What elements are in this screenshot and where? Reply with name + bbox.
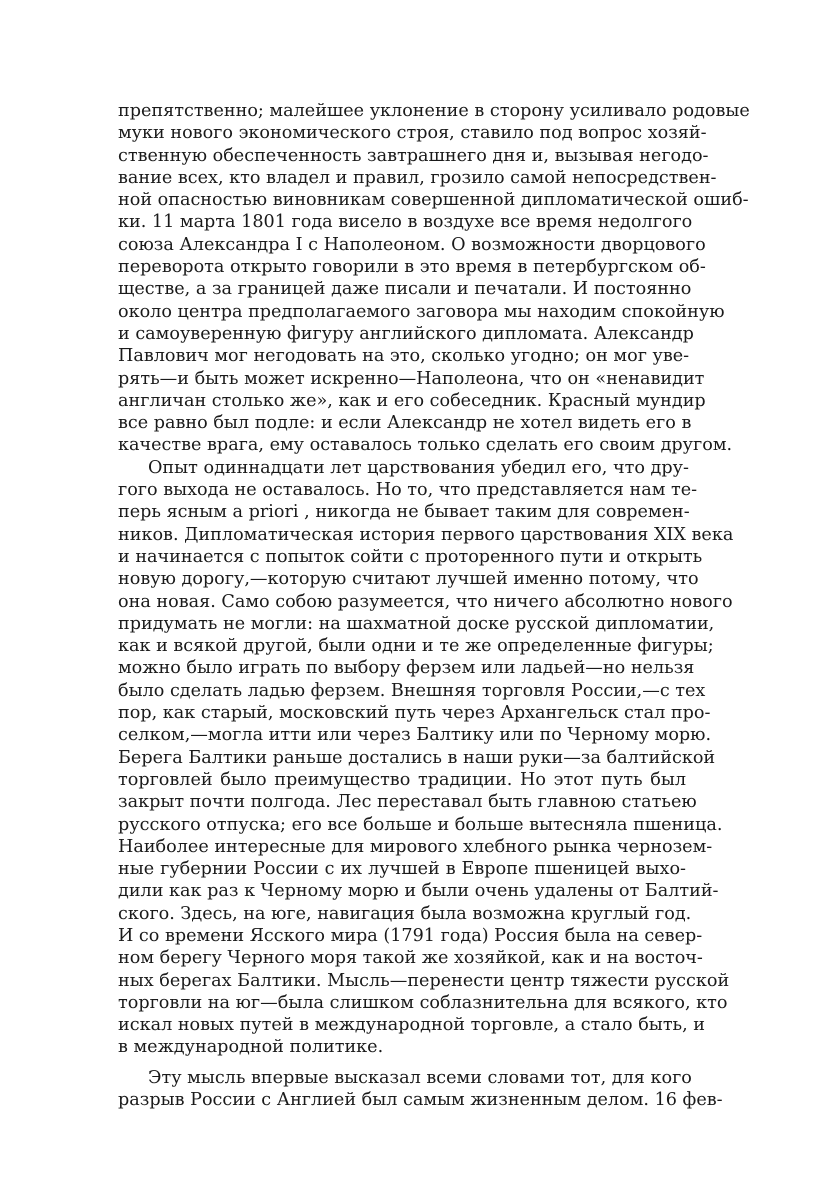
text-line: дили как раз к Черному морю и были очень удалены от Балтий- <box>118 881 719 902</box>
text-line: ников. Дипломатическая история первого царствования XIX века <box>118 524 734 545</box>
text-line: перь ясным a priori , никогда не бывает таким для современ- <box>118 502 690 523</box>
text-line: и самоуверенную фигуру английского дипломата. Александр <box>118 323 694 344</box>
text-line: ского. Здесь, на юге, навигация была возможна круглый год. <box>118 903 692 924</box>
text-line: ществе, а за границей даже писали и печатали. И постоянно <box>118 279 692 300</box>
text-line: как и всякой другой, были одни и те же определенные фигуры; <box>118 636 714 657</box>
text-line: ственную обеспеченность завтрашнего дня и, вызывая негодо- <box>118 145 709 166</box>
text-line: переворота открыто говорили в это время в петербургском об- <box>118 257 706 278</box>
text-line: разрыв России с Англией был самым жизненным делом. 16 фев- <box>118 1090 723 1111</box>
text-line: ной опасностью виновникам совершенной дипломатической ошиб- <box>118 190 749 211</box>
paragraph-gap <box>118 1059 686 1067</box>
text-line: союза Александра I с Наполеоном. О возможности дворцового <box>118 234 706 255</box>
text-line: И со времени Ясского мира (1791 года) Россия была на север- <box>118 925 703 946</box>
paragraph <box>118 1067 723 1112</box>
text-line: Павлович мог негодовать на это, сколько угодно; он мог уве- <box>118 346 690 367</box>
text-line: препятственно; малейшее уклонение в сторону усиливало родовые <box>118 101 750 121</box>
text-line: торговлей было преимущество традиции. Но этот путь был <box>118 769 686 790</box>
text-line: она новая. Само собою разумеется, что ничего абсолютно нового <box>118 591 733 612</box>
text-line: ки. 11 марта 1801 года висело в воздухе все время недолгого <box>118 212 693 233</box>
paragraph <box>118 457 734 1059</box>
text-line: и начинается с попыток сойти с проторенного пути и открыть <box>118 546 703 567</box>
text-line: около центра предполагаемого заговора мы находим спокойную <box>118 301 725 322</box>
text-line: искал новых путей в международной торговле, а стало быть, и <box>118 1015 706 1036</box>
text-line: Эту мысль впервые высказал всеми словами тот, для кого <box>148 1067 692 1088</box>
text-line: селком,—могла итти или через Балтику или по Черному морю. <box>118 725 712 746</box>
text-line: все равно был подле: и если Александр не хотел видеть его в <box>118 413 692 434</box>
text-line: закрыт почти полгода. Лес переставал быть главною статьею <box>118 792 697 813</box>
text-line: ные губернии России с их лучшей в Европе пшеницей выхо- <box>118 859 686 880</box>
text-line: новую дорогу,—которую считают лучшей именно потому, что <box>118 569 699 590</box>
text-line: было сделать ладью ферзем. Внешняя торговля России,—с тех <box>118 680 706 701</box>
text-line: Берега Балтики раньше достались в наши руки—за балтийской <box>118 747 716 768</box>
text-line: качестве врага, ему оставалось только сделать его своим другом. <box>118 435 733 456</box>
text-line: Наиболее интересные для мирового хлебного рынка чернозем- <box>118 836 713 857</box>
text-line: придумать не могли: на шахматной доске русской дипломатии, <box>118 613 715 634</box>
text-line: торговли на юг—была слишком соблазнительна для всякого, кто <box>118 992 728 1013</box>
text-line: муки нового экономического строя, ставило под вопрос хозяй- <box>118 123 707 144</box>
text-line: англичан столько же», как и его собеседник. Красный мундир <box>118 390 706 411</box>
text-line: ном берегу Черного моря такой же хозяйкой, как и на восточ- <box>118 948 703 969</box>
text-line: рять—и быть может искренно—Наполеона, что он «ненавидит <box>118 368 705 389</box>
text-line: в международной политике. <box>118 1037 384 1058</box>
text-line: русского отпуска; его все больше и больше вытесняла пшеница. <box>118 814 723 835</box>
paragraph <box>118 100 750 457</box>
text-line: вание всех, кто владел и правил, грозило самой непосредствен- <box>118 167 717 188</box>
text-line: можно было играть по выбору ферзем или ладьей—но нельзя <box>118 658 695 679</box>
text-line: Опыт одиннадцати лет царствования убедил его, что дру- <box>148 457 689 478</box>
text-line: ных берегах Балтики. Мысль—перенести центр тяжести русской <box>118 970 730 991</box>
body-text <box>118 100 750 1111</box>
text-line: гого выхода не оставалось. Но то, что представляется нам те- <box>118 480 698 501</box>
text-line: пор, как старый, московский путь через Архангельск стал про- <box>118 703 711 724</box>
